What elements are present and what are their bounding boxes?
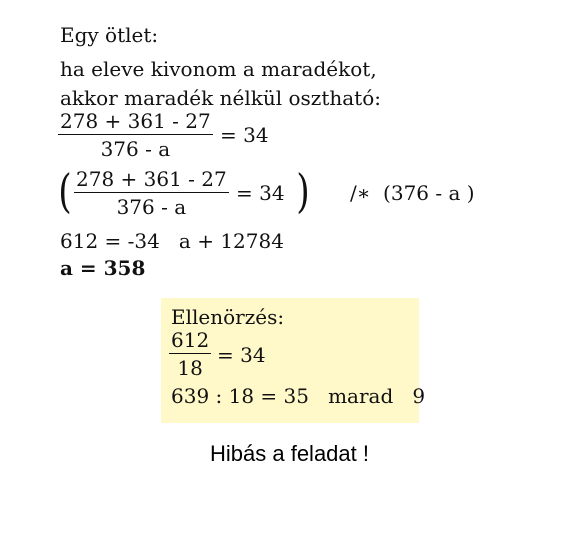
intro-line-3: akkor maradék nélkül osztható: — [60, 86, 381, 110]
eq2-operation: /∗ (376 - a ) — [350, 181, 475, 205]
intro-line-1: Egy ötlet: — [60, 23, 159, 47]
answer-line: a = 358 — [60, 256, 146, 280]
check-division: 639 : 18 = 35 marad 9 — [171, 384, 426, 408]
verdict-text: Hibás a feladat ! — [210, 441, 369, 466]
eq2-fraction — [74, 168, 229, 218]
eq2-denominator: 376 - a — [116, 195, 187, 220]
eq2-fraction-bar — [74, 192, 229, 193]
check-rhs: = 34 — [217, 343, 266, 367]
eq1-numerator: 278 + 361 - 27 — [60, 109, 211, 133]
eq1-denominator: 376 - a — [100, 137, 171, 162]
check-denominator: 18 — [177, 356, 203, 381]
eq1-fraction — [58, 110, 213, 160]
eq2-numerator: 278 + 361 - 27 — [76, 167, 227, 191]
check-fraction-bar — [169, 353, 211, 354]
check-box — [161, 298, 426, 423]
check-title: Ellenörzés: — [171, 305, 285, 329]
eq1-fraction-bar — [58, 134, 213, 135]
eq2-open-paren: ( — [58, 164, 72, 218]
eq2-close-paren: ) — [296, 164, 310, 218]
check-numerator: 612 — [171, 328, 210, 352]
intro-line-2: ha eleve kivonom a maradékot, — [60, 57, 377, 81]
eq1-rhs: = 34 — [220, 123, 269, 147]
eq3-line: 612 = -34 a + 12784 — [60, 229, 284, 253]
check-fraction — [169, 329, 211, 379]
eq2-rhs: = 34 — [236, 181, 285, 205]
